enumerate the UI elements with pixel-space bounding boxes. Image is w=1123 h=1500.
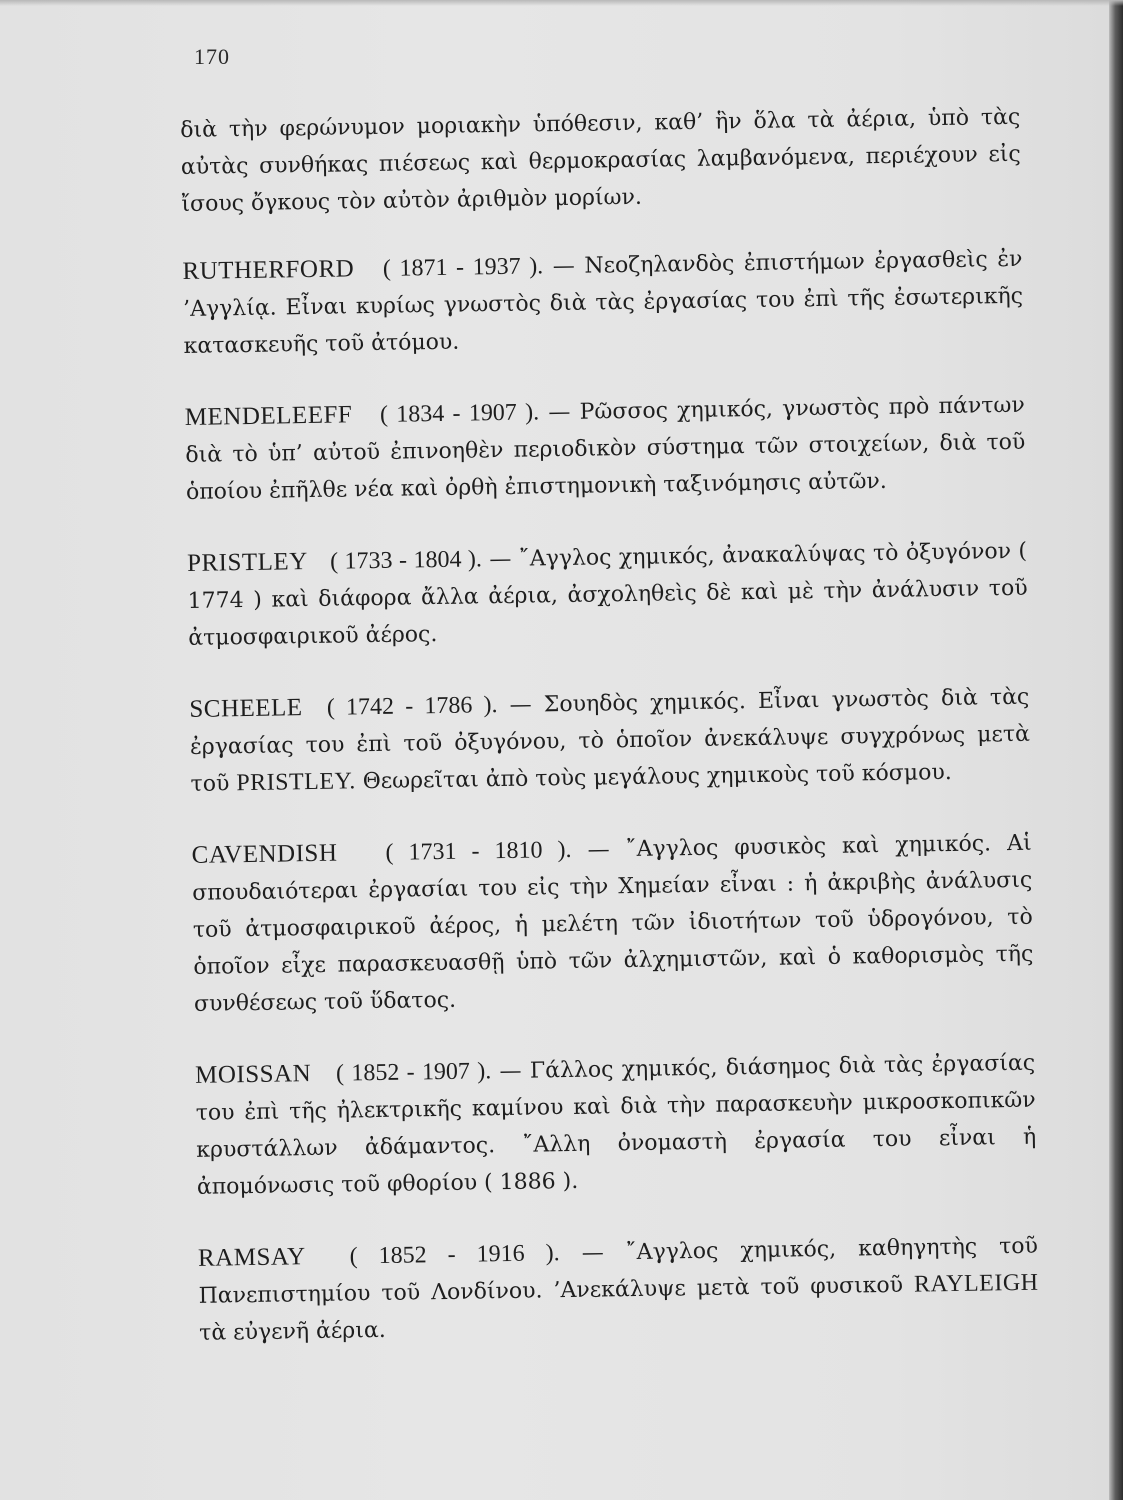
entry-name: RUTHERFORD <box>182 255 355 285</box>
entry-moissan <box>195 1044 1037 1206</box>
entry-dates: ( 1852 - 1916 ). <box>349 1240 560 1270</box>
entry-dates: ( 1742 - 1786 ). <box>326 692 498 721</box>
entry-inline-name: PRISTLEY. <box>236 768 356 797</box>
continuation-paragraph: διὰ τὴν φερώνυμον μοριακὴν ὑπόθεσιν, καθ’ ἣν ὅλα τὰ ἀέρια, ὑπὸ τὰς αὐτὰς συνθήκας πιέσεως καὶ θερμοκρασίας λαμβανόμενα, περιέχουν εἰς ἴσους ὄγκους τὸν αὐτὸν ἀριθμὸν μορίων. <box>180 104 1021 217</box>
entry-inline-name: RAYLEIGH <box>913 1269 1039 1298</box>
entry-pristley <box>187 532 1029 657</box>
entry-text-after: Θεωρεῖται ἀπὸ τοὺς μεγάλους χημικοὺς τοῦ κόσμου. <box>362 759 952 795</box>
entry-dates: ( 1733 - 1804 ). <box>329 546 483 575</box>
entry-name: CAVENDISH <box>191 839 338 869</box>
entry-dates: ( 1871 - 1937 ). <box>382 253 544 282</box>
entry-mendeleeff <box>185 386 1027 511</box>
entry-rutherford <box>182 240 1024 365</box>
entry-dates: ( 1852 - 1907 ). <box>335 1058 492 1087</box>
entry-text-after: τὰ εὐγενῆ ἀέρια. <box>198 1317 386 1346</box>
entry-name: PRISTLEY <box>186 548 308 577</box>
entry-cavendish <box>191 824 1034 1023</box>
page-number: 170 <box>194 44 230 69</box>
entry-text: — Ρῶσσος χημικός, γνωστὸς πρὸ πάντων διὰ τὸ ὑπ’ αὐτοῦ ἐπινοηθὲν περιοδικὸν σύστημα τῶν στοιχείων, διὰ τοῦ ὁποίου ἐπῆλθε νέα καὶ ὀρθὴ ἐπιστημονικὴ ταξινόμησις αὐτῶν. <box>185 392 1026 505</box>
entry-text: — ῎Αγγλος φυσικὸς καὶ χημικός. Αἱ σπουδαιότεραι ἐργασίαι του εἰς τὴν Χημείαν εἶναι : ἡ ἀκριβὴς ἀνάλυσις τοῦ ἀτμοσφαιρικοῦ ἀέρος, ἡ μελέτη τῶν ἰδιοτήτων τοῦ ὑδρογόνου, τὸ ὁποῖον εἶχε παρασκευασθῇ ὑπὸ τῶν ἀλχημιστῶν, καὶ ὁ καθορισμὸς τῆς συνθέσεως τοῦ ὕδατος. <box>192 830 1034 1017</box>
entry-text: — ῎Αγγλος χημικός, ἀνακαλύψας τὸ ὀξυγόνον ( 1774 ) καὶ διάφορα ἄλλα ἀέρια, ἀσχοληθεὶς δὲ καὶ μὲ τὴν ἀνάλυσιν τοῦ ἀτμοσφαιρικοῦ ἀέρος. <box>187 538 1028 651</box>
scan-top-edge <box>0 0 1123 6</box>
entry-text: — Σουηδὸς χημικός. Εἶναι γνωστὸς διὰ τὰς ἐργασίας του ἐπὶ τοῦ ὀξυγόνου, τὸ ὁποῖον ἀνεκάλυψε συγχρόνως μετὰ τοῦ <box>189 684 1031 797</box>
entry-dates: ( 1731 - 1810 ). <box>385 836 572 866</box>
entry-name: MOISSAN <box>194 1060 312 1089</box>
entry-name: MENDELEEFF <box>184 401 353 431</box>
entry-scheele <box>189 678 1031 803</box>
biography-list <box>180 99 1040 1386</box>
entry-ramsay <box>198 1227 1040 1352</box>
entry-text: — Νεοζηλανδὸς ἐπιστήμων ἐργασθεὶς ἐν ’Αγγλίᾳ. Εἶναι κυρίως γνωστὸς διὰ τὰς ἐργασίας του ἐπὶ τῆς ἐσωτερικῆς κατασκευῆς τοῦ ἀτόμου. <box>182 246 1024 359</box>
scan-binding-edge <box>1109 0 1123 1500</box>
entry-text: — ῎Αγγλος χημικός, καθηγητὴς τοῦ Πανεπιστημίου τοῦ Λονδίνου. ’Ανεκάλυψε μετὰ τοῦ φυσικοῦ <box>198 1233 1039 1309</box>
entry-text: — Γάλλος χημικός, διάσημος διὰ τὰς ἐργασίας του ἐπὶ τῆς ἠλεκτρικῆς καμίνου καὶ διὰ τὴν παρασκευὴν μικροσκοπικῶν κρυστάλλων ἀδάμαντος. ῎Αλλη ὀνομαστὴ ἐργασία του εἶναι ἡ ἀπομόνωσις τοῦ φθορίου ( 1886 ). <box>195 1050 1037 1200</box>
entry-name: RAMSAY <box>197 1243 306 1272</box>
entry-name: SCHEELE <box>189 694 303 723</box>
entry-dates: ( 1834 - 1907 ). <box>379 399 540 428</box>
